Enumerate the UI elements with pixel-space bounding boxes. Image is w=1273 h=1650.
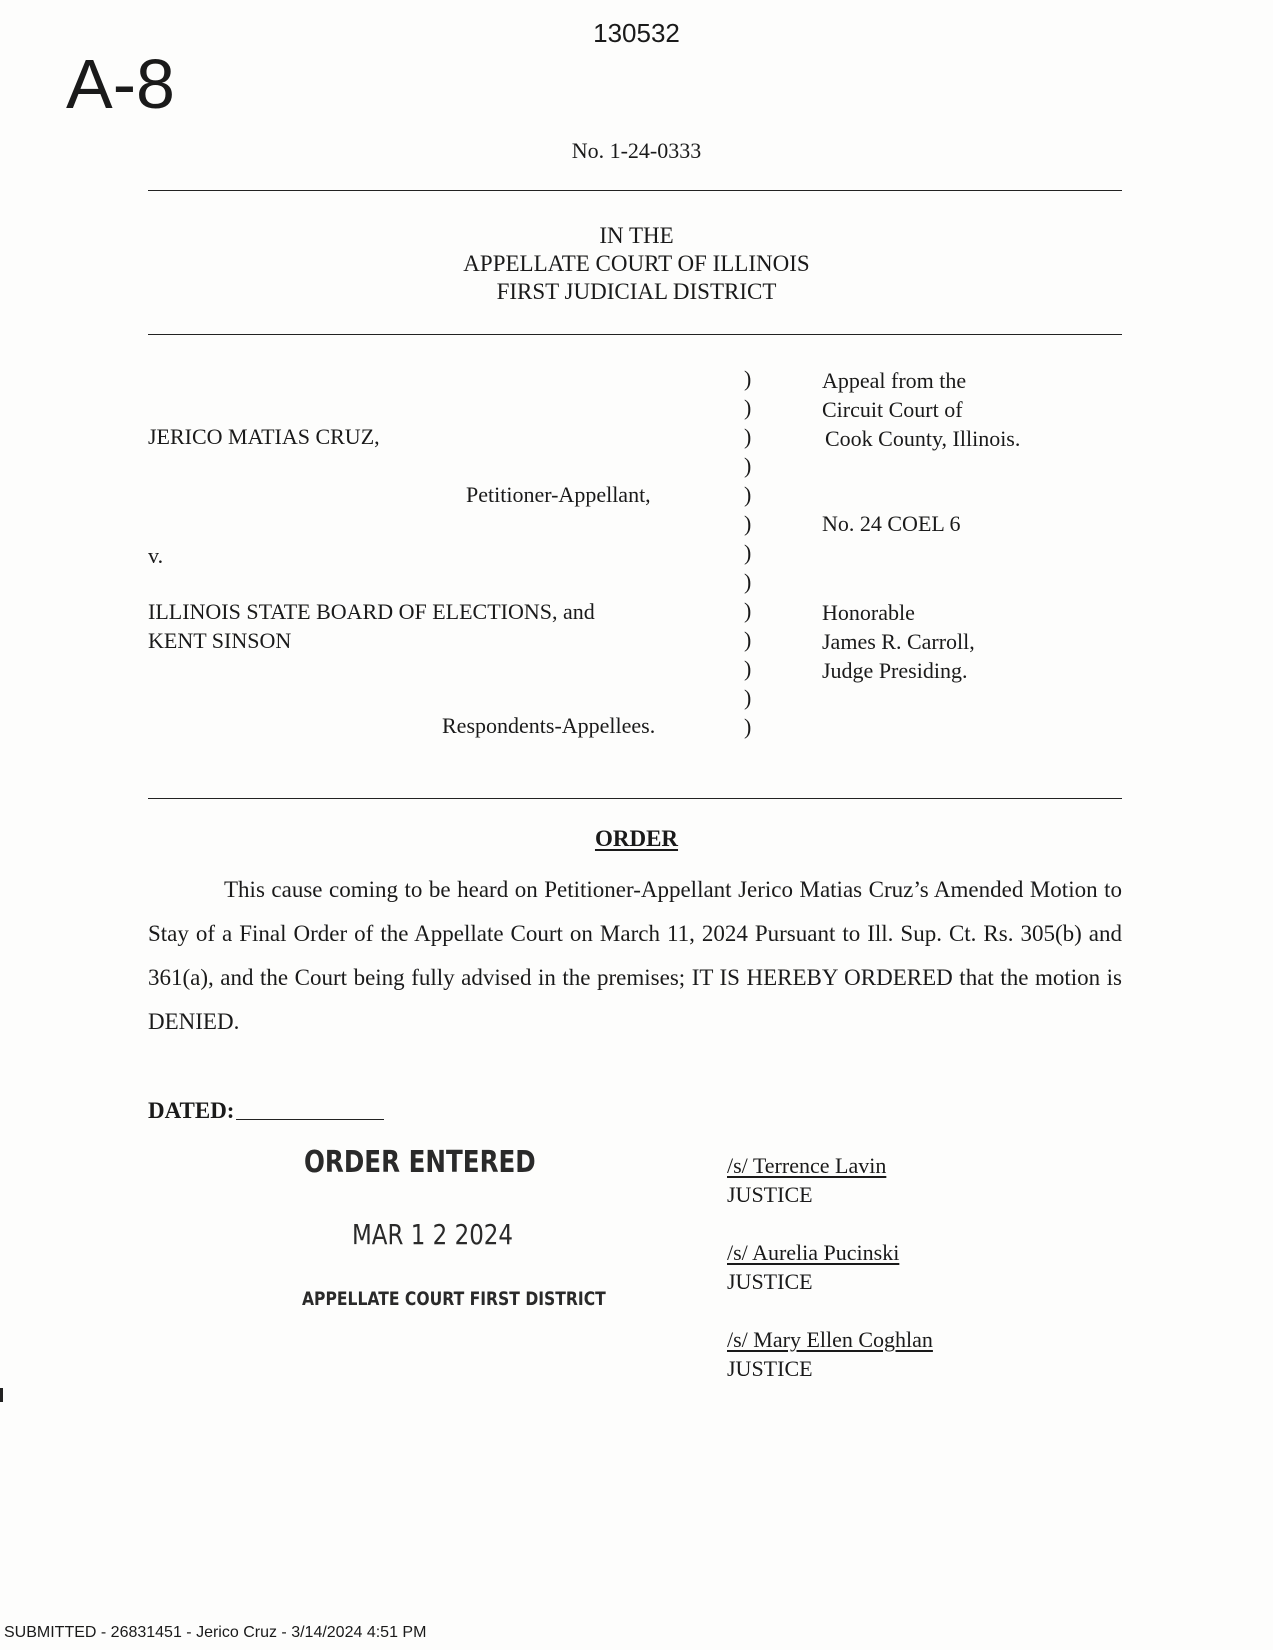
order-body: This cause coming to be heard on Petitioner-Appellant Jerico Matias Cruz’s Amended Motion to Stay of a Final Order of the Appellate Court on March 11, 2024 Pursuant to Ill. Sup. Ct. Rs. 305(b) and 361(a), and the Court being fully advised in the premises; IT IS HEREBY ORDERED that the motion is DENIED. [148, 877, 1122, 1034]
appeal-line-1: Appeal from the [822, 368, 967, 393]
signature-name: /s/ Aurelia Pucinski [727, 1240, 900, 1265]
caption-paren: ) [744, 453, 752, 478]
signature-name: /s/ Mary Ellen Coghlan [727, 1327, 933, 1352]
petitioner-name: JERICO MATIAS CRUZ, [148, 424, 380, 449]
caption-paren: ) [744, 685, 752, 710]
scan-mark [0, 1388, 3, 1402]
court-line-2: APPELLATE COURT OF ILLINOIS [463, 251, 810, 276]
submission-footer: SUBMITTED - 26831451 - Jerico Cruz - 3/14/2024 4:51 PM [4, 1624, 427, 1641]
divider-court [148, 334, 1122, 335]
court-line-3: FIRST JUDICIAL DISTRICT [496, 279, 777, 304]
filing-number: 130532 [593, 18, 680, 48]
exhibit-label: A-8 [66, 45, 175, 123]
caption-paren: ) [744, 598, 752, 623]
stamp-court: APPELLATE COURT FIRST DISTRICT [302, 1288, 606, 1310]
signature-title: JUSTICE [727, 1356, 813, 1381]
versus-label: v. [148, 543, 164, 568]
caption-paren: ) [744, 656, 752, 681]
dated-field [148, 1098, 384, 1124]
divider-caption [148, 798, 1122, 799]
presiding-judge [822, 598, 975, 685]
stamp-date: MAR 1 2 2024 [352, 1218, 514, 1251]
petitioner-role: Petitioner-Appellant, [466, 482, 651, 507]
appeal-line-2: Circuit Court of [822, 397, 963, 422]
caption-paren: ) [744, 395, 752, 420]
signature-title: JUSTICE [727, 1269, 813, 1294]
judge-line-2: James R. Carroll, [822, 629, 975, 654]
judge-line-3: Judge Presiding. [822, 658, 968, 683]
signature-block [727, 1325, 933, 1383]
caption-paren: ) [744, 424, 752, 449]
respondents-line-2: KENT SINSON [148, 628, 292, 653]
caption-paren: ) [744, 714, 752, 739]
dated-blank [236, 1119, 384, 1120]
divider-top [148, 190, 1122, 191]
appeal-line-3: Cook County, Illinois. [825, 426, 1021, 451]
caption-paren: ) [744, 627, 752, 652]
case-number: No. 1-24-0333 [571, 138, 702, 163]
court-line-1: IN THE [599, 223, 674, 248]
trial-case-number: No. 24 COEL 6 [822, 511, 961, 536]
stamp-order-entered: ORDER ENTERED [304, 1145, 536, 1180]
caption-paren: ) [744, 511, 752, 536]
respondents-role: Respondents-Appellees. [442, 713, 656, 738]
respondents-names [148, 597, 595, 655]
caption-paren: ) [744, 366, 752, 391]
caption-paren: ) [744, 540, 752, 565]
caption-paren: ) [744, 569, 752, 594]
court-heading [0, 222, 1273, 306]
signature-block [727, 1151, 886, 1209]
signature-block [727, 1238, 899, 1296]
appeal-from [822, 366, 1020, 453]
dated-label: DATED: [148, 1098, 235, 1123]
order-heading: ORDER [594, 826, 679, 851]
signature-name: /s/ Terrence Lavin [727, 1153, 887, 1178]
signature-title: JUSTICE [727, 1182, 813, 1207]
respondents-line-1: ILLINOIS STATE BOARD OF ELECTIONS, and [148, 599, 595, 624]
caption-paren: ) [744, 482, 752, 507]
judge-line-1: Honorable [822, 600, 915, 625]
